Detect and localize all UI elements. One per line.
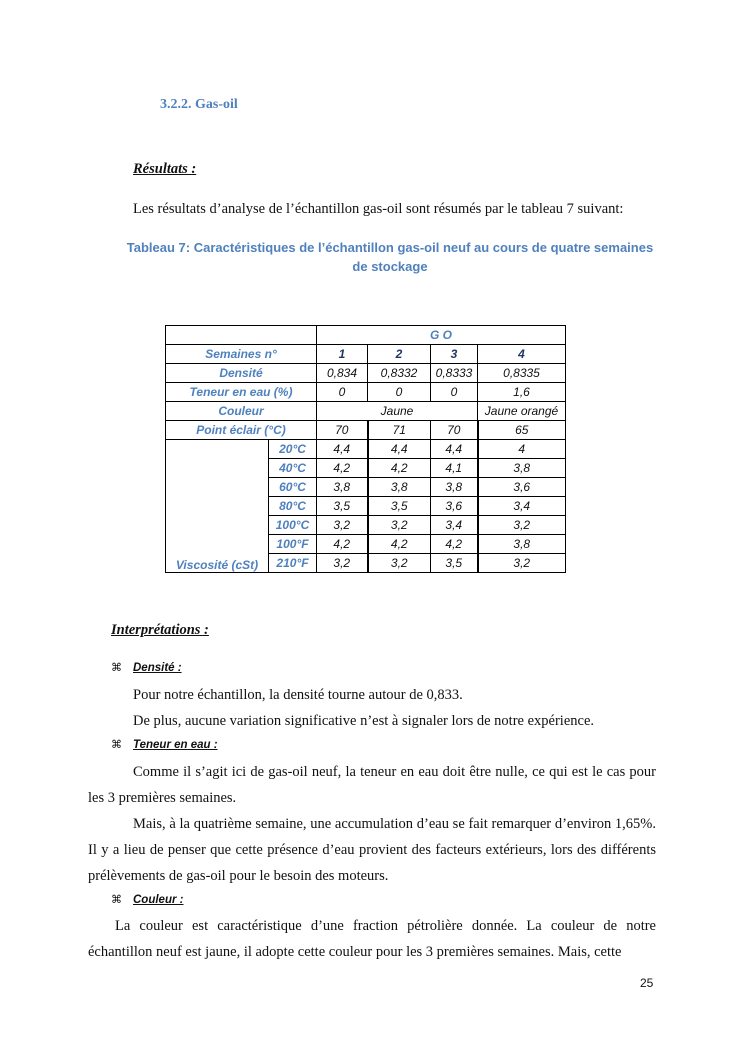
density-label: Densité [166, 364, 317, 383]
week-1: 1 [317, 345, 368, 364]
viscosity-temp: 60°C [269, 478, 317, 497]
viscosity-value: 3,5 [317, 497, 368, 516]
density-value: 0,8335 [478, 364, 566, 383]
viscosity-value: 4,2 [317, 459, 368, 478]
results-heading: Résultats : [133, 161, 197, 177]
color-label: Couleur [166, 402, 317, 421]
density-heading: Densité : [133, 662, 182, 674]
water-value: 0 [368, 383, 431, 402]
table-caption-line-1: Tableau 7: Caractéristiques de l’échantillon gas-oil neuf au cours de quatre semaines [126, 240, 654, 255]
viscosity-label: Viscosité (cSt) [166, 440, 269, 573]
viscosity-value: 4,4 [431, 440, 478, 459]
color-bullet [111, 892, 183, 907]
density-paragraph-2: De plus, aucune variation significative n’est à signaler lors de notre expérience. [133, 713, 595, 729]
density-value: 0,8332 [368, 364, 431, 383]
table-row-flash [166, 421, 566, 440]
viscosity-value: 3,5 [431, 554, 478, 573]
viscosity-value: 3,8 [368, 478, 431, 497]
flash-point-value: 70 [431, 421, 478, 440]
viscosity-temp: 100°C [269, 516, 317, 535]
viscosity-value: 3,2 [368, 516, 431, 535]
table-row-group-header [166, 326, 566, 345]
section-title: 3.2.2. Gas-oil [160, 97, 238, 112]
water-value: 0 [317, 383, 368, 402]
command-bullet-icon: ⌘ [111, 661, 122, 674]
viscosity-value: 4,2 [317, 535, 368, 554]
viscosity-value: 3,2 [368, 554, 431, 573]
viscosity-value: 3,8 [478, 535, 566, 554]
viscosity-value: 4,2 [368, 459, 431, 478]
viscosity-value: 4,2 [431, 535, 478, 554]
week-4: 4 [478, 345, 566, 364]
water-value: 0 [431, 383, 478, 402]
viscosity-value: 3,6 [478, 478, 566, 497]
viscosity-value: 4,4 [317, 440, 368, 459]
flash-point-value: 71 [368, 421, 431, 440]
viscosity-value: 3,2 [478, 554, 566, 573]
flash-point-label: Point éclair (°C) [166, 421, 317, 440]
color-value-weeks-1-3: Jaune [317, 402, 478, 421]
empty-header-cell [166, 326, 317, 345]
viscosity-value: 3,5 [368, 497, 431, 516]
table-row-color [166, 402, 566, 421]
viscosity-value: 3,2 [317, 516, 368, 535]
viscosity-value: 3,2 [478, 516, 566, 535]
density-paragraph-1: Pour notre échantillon, la densité tourne autour de 0,833. [133, 687, 463, 703]
density-value: 0,8333 [431, 364, 478, 383]
viscosity-temp: 210°F [269, 554, 317, 573]
table-row-viscosity [166, 440, 566, 459]
characteristics-table [165, 325, 566, 573]
water-paragraph-2: Mais, à la quatrième semaine, une accumulation d’eau se fait remarquer d’environ 1,65%. Il y a lieu de penser que cette présence d’eau provient des facteurs extérieurs, lors des différents prélèvements de gas-oil pour le besoin des moteurs. [88, 816, 656, 884]
water-label: Teneur en eau (%) [166, 383, 317, 402]
viscosity-value: 3,4 [431, 516, 478, 535]
flash-point-value: 70 [317, 421, 368, 440]
flash-point-value: 65 [478, 421, 566, 440]
color-paragraph: La couleur est caractéristique d’une fraction pétrolière donnée. La couleur de notre échantillon neuf est jaune, il adopte cette couleur pour les 3 premières semaines. Mais, cette [88, 918, 656, 960]
viscosity-value: 4 [478, 440, 566, 459]
viscosity-value: 3,2 [317, 554, 368, 573]
weeks-label: Semaines n° [166, 345, 317, 364]
table-row-density [166, 364, 566, 383]
water-value: 1,6 [478, 383, 566, 402]
water-paragraph-1: Comme il s’agit ici de gas-oil neuf, la teneur en eau doit être nulle, ce qui est le cas pour les 3 premières semaines. [88, 764, 656, 806]
density-bullet [111, 660, 182, 675]
command-bullet-icon: ⌘ [111, 893, 122, 906]
table-row-water [166, 383, 566, 402]
viscosity-value: 3,6 [431, 497, 478, 516]
command-bullet-icon: ⌘ [111, 738, 122, 751]
viscosity-value: 3,8 [431, 478, 478, 497]
week-3: 3 [431, 345, 478, 364]
viscosity-value: 3,8 [478, 459, 566, 478]
results-intro-text: Les résultats d’analyse de l’échantillon gas-oil sont résumés par le tableau 7 suivant: [133, 201, 624, 217]
color-heading: Couleur : [133, 894, 184, 906]
viscosity-value: 3,8 [317, 478, 368, 497]
group-header: G O [317, 326, 566, 345]
viscosity-value: 4,1 [431, 459, 478, 478]
viscosity-value: 4,4 [368, 440, 431, 459]
table-caption [110, 238, 670, 276]
week-2: 2 [368, 345, 431, 364]
viscosity-temp: 80°C [269, 497, 317, 516]
color-value-week-4: Jaune orangé [478, 402, 566, 421]
viscosity-temp: 20°C [269, 440, 317, 459]
table-caption-line-2: de stockage [352, 259, 428, 274]
water-heading: Teneur en eau : [133, 739, 218, 751]
water-bullet [111, 737, 218, 752]
viscosity-value: 3,4 [478, 497, 566, 516]
interpretations-heading: Interprétations : [111, 622, 209, 638]
viscosity-temp: 40°C [269, 459, 317, 478]
page-number: 25 [640, 976, 654, 990]
density-value: 0,834 [317, 364, 368, 383]
viscosity-temp: 100°F [269, 535, 317, 554]
table-row-weeks [166, 345, 566, 364]
viscosity-value: 4,2 [368, 535, 431, 554]
